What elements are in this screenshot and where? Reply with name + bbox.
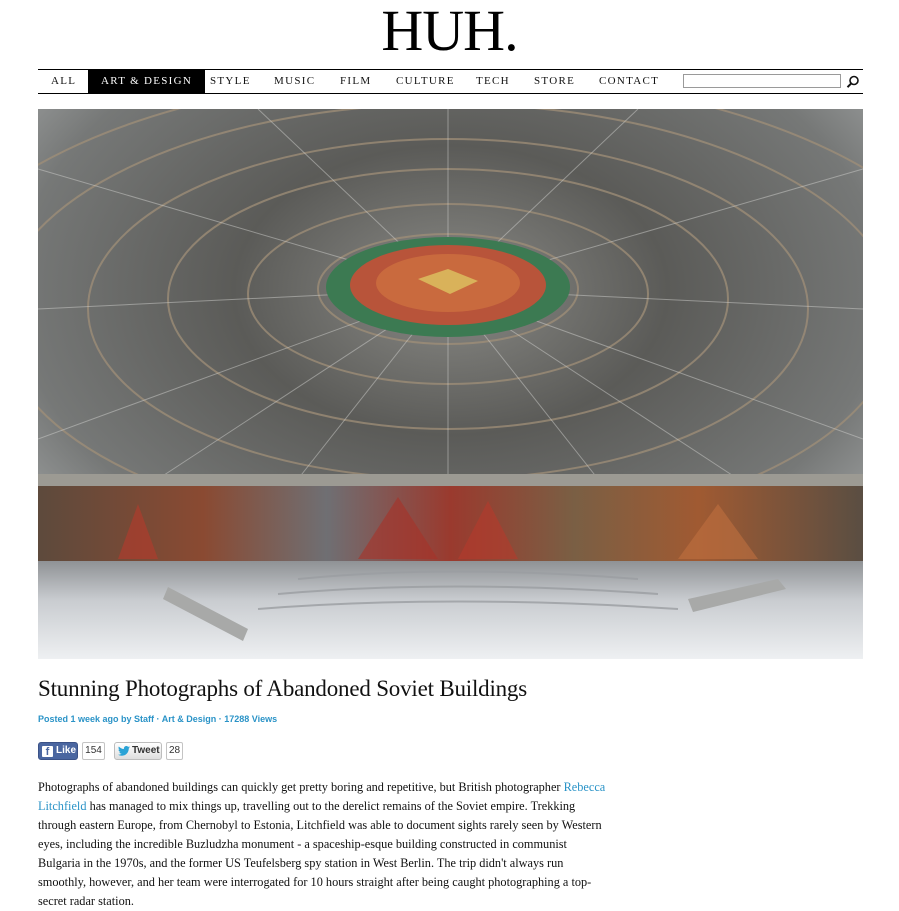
nav-item-all[interactable]: ALL: [51, 75, 77, 87]
twitter-bird-icon: [118, 746, 130, 756]
tweet-button[interactable]: [114, 742, 162, 760]
nav-item-tech[interactable]: TECH: [476, 75, 510, 87]
nav-item-store[interactable]: STORE: [534, 75, 576, 87]
meta-posted[interactable]: Posted 1 week ago by Staff: [38, 714, 155, 724]
facebook-like-button[interactable]: [38, 742, 78, 760]
meta-separator: ·: [216, 714, 225, 724]
tweet-count: 28: [166, 742, 183, 760]
meta-separator: ·: [154, 714, 162, 724]
nav-item-music[interactable]: MUSIC: [274, 75, 316, 87]
body-rest: has managed to mix things up, travelling out to the derelict remains of the Soviet empire. Trekking through eastern Europe, from Chernobyl to Estonia, Litchfield was able to document sights rarely seen by Western eyes, including the incredible Buzludzha monument - a spaceship-esque building constructed in communist Bulgaria in the 1970s, and the former US Teufelsberg spy station in West Berlin. The trip didn't always run smoothly, however, and her team were interrogated for 10 hours straight after being caught photographing a top-secret radar station.: [38, 799, 602, 908]
meta-views: 17288 Views: [224, 714, 278, 724]
nav-item-style[interactable]: STYLE: [210, 75, 251, 87]
hero-image[interactable]: [38, 109, 863, 659]
facebook-f-icon: f: [42, 746, 53, 757]
meta-category[interactable]: Art & Design: [161, 714, 217, 724]
site-logo[interactable]: HUH.: [381, 0, 518, 63]
search-icon[interactable]: [846, 75, 860, 89]
tweet-label: Tweet: [132, 745, 160, 756]
search-input[interactable]: [683, 74, 841, 88]
like-count: 154: [82, 742, 105, 760]
article-title[interactable]: Stunning Photographs of Abandoned Soviet Buildings: [38, 676, 527, 701]
photographer-link[interactable]: Rebecca Litchfield: [38, 780, 606, 813]
nav-item-film[interactable]: FILM: [340, 75, 372, 87]
article-body: [38, 778, 608, 911]
nav-item-culture[interactable]: CULTURE: [396, 75, 455, 87]
main-nav: [38, 69, 863, 94]
article-meta: [38, 714, 277, 724]
article-paragraph: [38, 778, 608, 911]
body-intro: Photographs of abandoned buildings can quickly get pretty boring and repetitive, but British photographer: [38, 780, 564, 794]
like-label: Like: [56, 745, 77, 756]
nav-item-contact[interactable]: CONTACT: [599, 75, 660, 87]
nav-item-art-design[interactable]: ART & DESIGN: [88, 70, 205, 93]
